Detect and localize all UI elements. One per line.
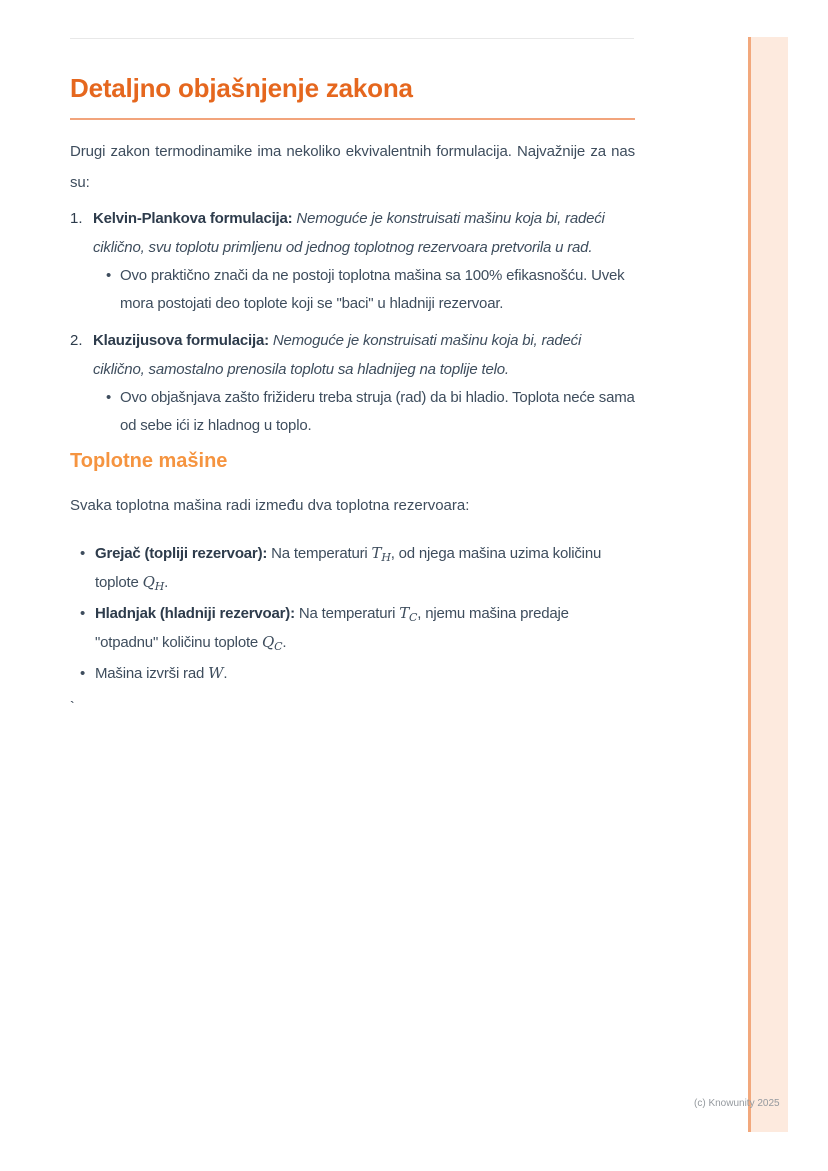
bullet-marker-icon [80, 539, 95, 597]
formulation-item-1 [70, 204, 635, 318]
math-subscript: H [154, 580, 165, 593]
heat-item-hladnjak [80, 599, 635, 657]
formulation-number: 1. [70, 210, 83, 227]
right-margin-stripe [748, 37, 788, 1132]
math-term [372, 544, 391, 562]
formulation-label: Klauzijusova formulacija: [93, 332, 269, 349]
formulation-note: Ovo praktično znači da ne postoji toplotna mašina sa 100% efikasnošću. Uvek mora postojati deo toplote koji se "baci" u hladniji rezervoar. [120, 267, 625, 312]
section-title: Toplotne mašine [70, 450, 228, 472]
copyright-text: (c) Knowunity 2025 [694, 1098, 780, 1109]
math-variable: Q [142, 573, 155, 591]
bullet-marker-icon [106, 262, 120, 318]
formulation-body [93, 326, 635, 440]
formulation-statement [93, 204, 635, 262]
formulation-quote: Nemoguće je konstruisati mašinu koja bi, radeći ciklično, samostalno prenosila toplotu sa hladnijeg na toplije telo. [93, 332, 582, 378]
intro-paragraph: Drugi zakon termodinamike ima nekoliko ekvivalentnih formulacija. Najvažnije za nas su: [70, 143, 635, 191]
formulation-number: 2. [70, 332, 83, 349]
formulation-sub-bullet [93, 384, 635, 440]
heat-item-label: Grejač (topliji rezervoar): [95, 545, 268, 562]
formulations-list [70, 204, 635, 440]
heat-item-text [95, 539, 635, 597]
formulation-quote: Nemoguće je konstruisati mašinu koja bi, radeći ciklično, svu toplotu primljenu od jednog toplotnog rezervoara pretvorila u rad. [93, 210, 605, 256]
heat-engine-list [70, 539, 635, 688]
text-segment: Na temperaturi [294, 605, 400, 622]
text-segment: . [164, 574, 169, 591]
document-content [70, 72, 635, 716]
math-term [143, 573, 165, 591]
math-subscript: C [409, 611, 418, 624]
trailing-backtick: ` [70, 698, 75, 714]
text-segment: Mašina izvrši rad [95, 665, 209, 682]
bullet-marker-icon [106, 384, 120, 440]
formulation-label: Kelvin-Plankova formulacija: [93, 210, 293, 227]
heat-item-rad [80, 659, 635, 688]
text-segment: Na temperaturi [267, 545, 372, 562]
text-segment: , od njega mašina uzima količinu toplote [95, 545, 602, 591]
heat-item-grejac [80, 539, 635, 597]
heat-item-text [95, 659, 227, 688]
formulation-body [93, 204, 635, 318]
math-variable: T [399, 604, 410, 622]
text-segment: . [223, 665, 228, 682]
math-term [399, 604, 417, 622]
math-term [208, 664, 223, 682]
title-underline [70, 118, 635, 120]
heat-item-label: Hladnjak (hladniji rezervoar): [95, 605, 295, 622]
math-subscript: C [274, 640, 283, 653]
text-segment: . [282, 634, 287, 651]
formulation-sub-bullet [93, 262, 635, 318]
math-term [262, 633, 282, 651]
math-variable: W [208, 664, 224, 682]
heat-item-text [95, 599, 635, 657]
page-title: Detaljno objašnjenje zakona [70, 73, 413, 103]
formulation-note: Ovo objašnjava zašto frižideru treba struja (rad) da bi hladio. Toplota neće sama od sebe ići iz hladnog u toplo. [120, 389, 635, 434]
math-variable: Q [262, 633, 275, 651]
top-divider [70, 38, 634, 39]
section-intro: Svaka toplotna mašina radi između dva toplotna rezervoara: [70, 497, 470, 514]
text-segment: , njemu mašina predaje "otpadnu" količinu toplote [95, 605, 569, 651]
math-variable: T [371, 544, 382, 562]
formulation-statement [93, 326, 635, 384]
math-subscript: H [381, 551, 391, 564]
formulation-item-2 [70, 326, 635, 440]
bullet-marker-icon [80, 599, 95, 657]
bullet-marker-icon [80, 659, 95, 688]
